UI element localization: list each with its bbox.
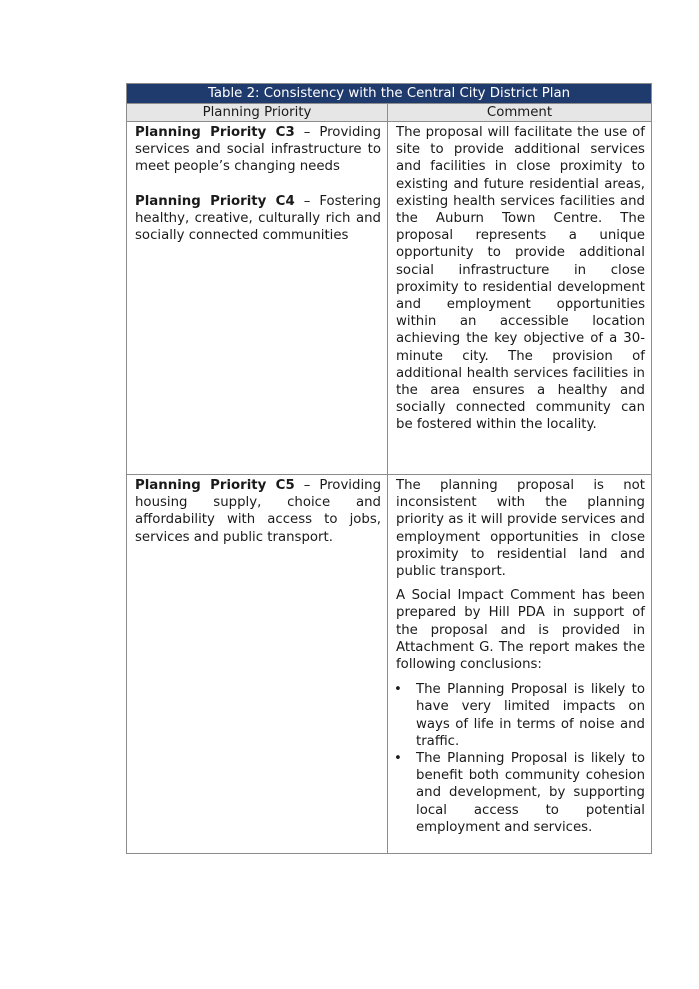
priority-cell [127, 475, 388, 854]
comment-cell [388, 475, 652, 854]
comment-paragraph: The planning proposal is not inconsistent with the planning priority as it will provide services and employment opportunities in close proximity to residential land and public transport. [396, 478, 645, 580]
conclusions-list [396, 681, 645, 836]
list-item [396, 681, 645, 750]
priority-label: Planning Priority C5 [135, 478, 295, 493]
column-header-comment: Comment [388, 104, 652, 122]
priority-item [135, 124, 381, 176]
priority-text: – Providing housing supply, choice and affordability with access to jobs, services and public transport. [135, 478, 382, 545]
comment-cell [388, 122, 652, 475]
priority-label: Planning Priority C3 [135, 125, 295, 140]
column-header-planning-priority: Planning Priority [127, 104, 388, 122]
priority-label: Planning Priority C4 [135, 193, 295, 209]
table-row [127, 475, 652, 854]
priority-item [135, 477, 381, 546]
table-caption: Table 2: Consistency with the Central City District Plan [127, 84, 652, 104]
priority-text: – Fostering healthy, creative, culturally rich and socially connected communities [135, 193, 382, 244]
priority-item [135, 193, 381, 245]
list-item [396, 750, 645, 836]
table-row [127, 122, 652, 475]
comment-paragraph: The proposal will facilitate the use of site to provide additional services and facilities in close proximity to existing and future residential areas, existing health services facilities and the Auburn Town Centre. The proposal represents a unique opportunity to provide additional social infrastructure in close proximity to residential development and employment opportunities within an accessible location achieving the key objective of a 30-minute city. The provision of additional health services facilities in the area ensures a healthy and socially connected community can be fostered within the locality. [396, 125, 645, 433]
list-item-text: The Planning Proposal is likely to benefit both community cohesion and development, by supporting local access to potential employment and services. [416, 751, 645, 835]
priority-text: – Providing services and social infrastructure to meet people’s changing needs [135, 125, 382, 175]
priority-cell [127, 122, 388, 475]
comment-paragraph: A Social Impact Comment has been prepared by Hill PDA in support of the proposal and is provided in Attachment G. The report makes the following conclusions: [396, 588, 645, 673]
list-item-text: The Planning Proposal is likely to have very limited impacts on ways of life in terms of noise and traffic. [416, 682, 645, 749]
consistency-table [126, 83, 652, 854]
bullet-icon: • [394, 751, 402, 767]
bullet-icon: • [394, 682, 402, 698]
